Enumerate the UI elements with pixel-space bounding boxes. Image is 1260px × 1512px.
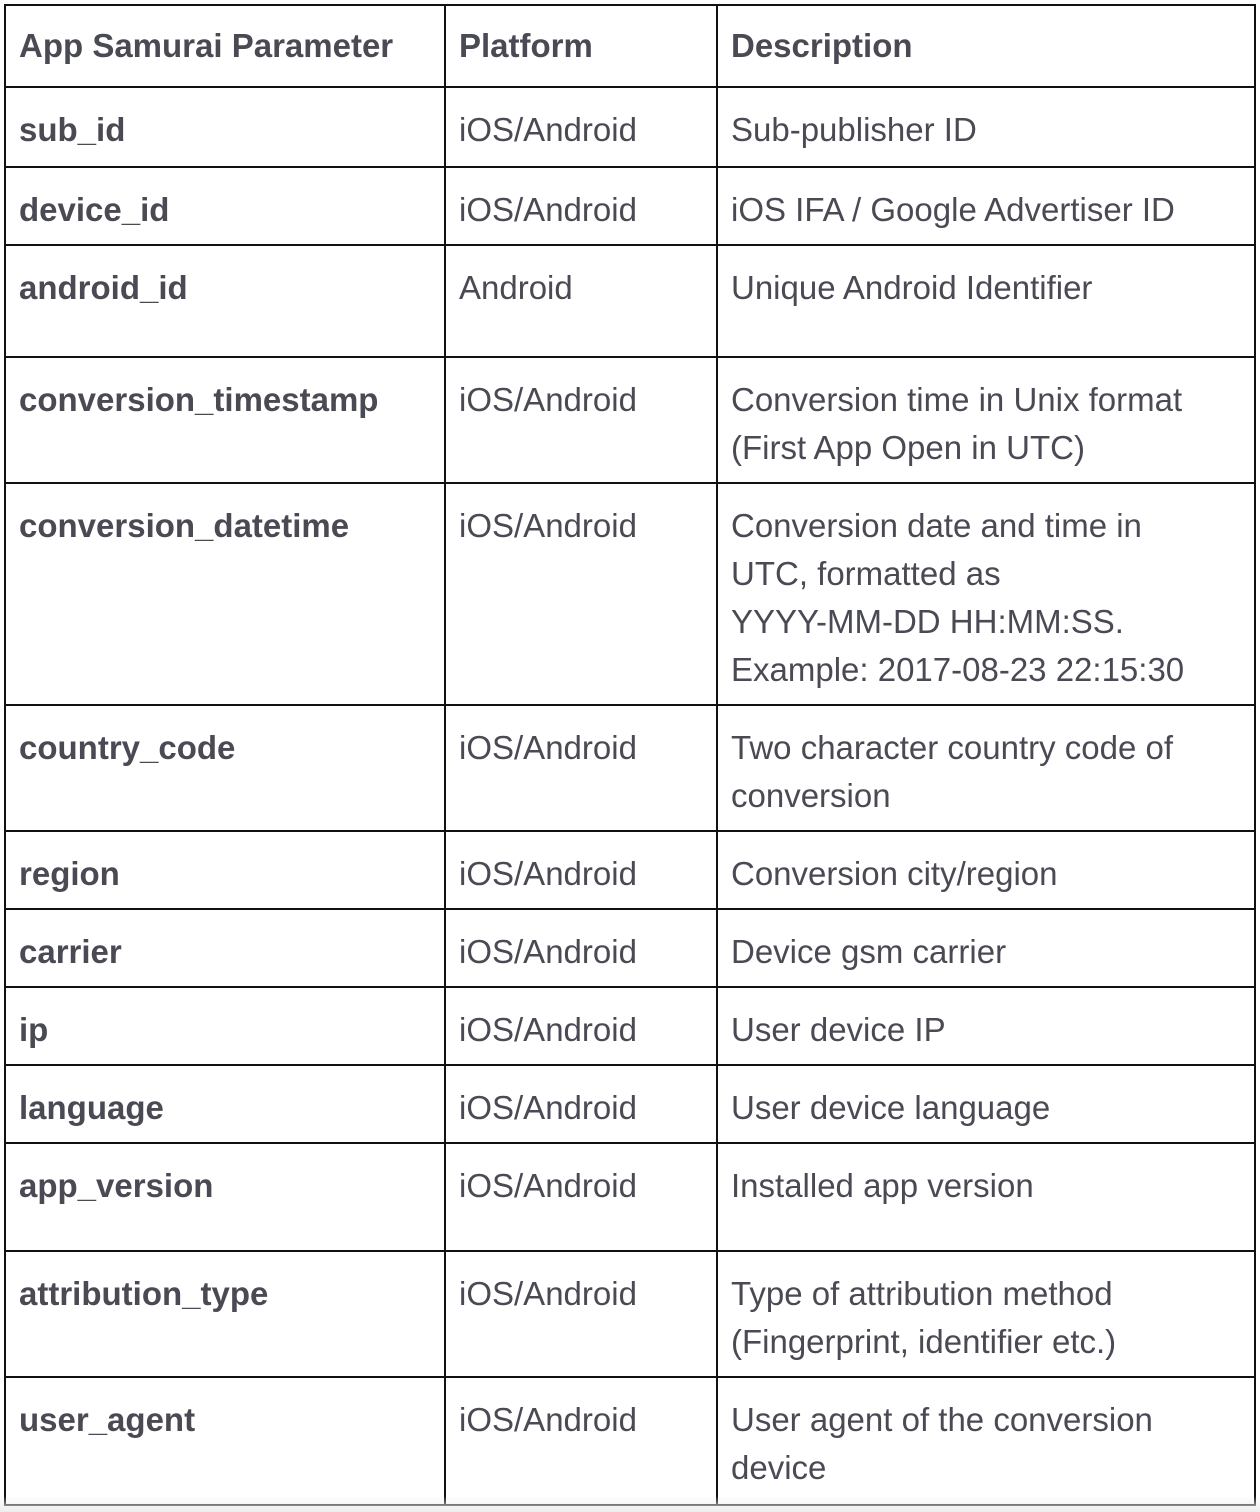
description-line: UTC, formatted as (731, 555, 1001, 592)
table-row (5, 1065, 1255, 1143)
cell-platform: iOS/Android (445, 831, 717, 909)
cell-platform: Android (445, 245, 717, 357)
description-line: (Fingerprint, identifier etc.) (731, 1323, 1117, 1360)
cell-platform: iOS/Android (445, 87, 717, 167)
cell-parameter: sub_id (5, 87, 445, 167)
cell-platform: iOS/Android (445, 483, 717, 705)
table-row (5, 909, 1255, 987)
cell-description (717, 87, 1255, 167)
cell-parameter: device_id (5, 167, 445, 245)
cell-description (717, 831, 1255, 909)
cell-parameter: ip (5, 987, 445, 1065)
table-row (5, 357, 1255, 483)
description-line: Conversion time in Unix format (731, 381, 1183, 418)
cell-parameter: language (5, 1065, 445, 1143)
header-platform: Platform (445, 5, 717, 87)
table-row (5, 245, 1255, 357)
cell-description (717, 705, 1255, 831)
parameters-table-container (4, 4, 1254, 1506)
description-line: Two character country code of (731, 729, 1174, 766)
cell-platform: iOS/Android (445, 1065, 717, 1143)
cell-platform: iOS/Android (445, 705, 717, 831)
table-row (5, 831, 1255, 909)
header-parameter: App Samurai Parameter (5, 5, 445, 87)
cell-parameter: android_id (5, 245, 445, 357)
description-line: YYYY-MM-DD HH:MM:SS. (731, 603, 1124, 640)
table-row (5, 987, 1255, 1065)
cell-description (717, 167, 1255, 245)
table-row (5, 167, 1255, 245)
cell-description (717, 357, 1255, 483)
description-line: Installed app version (731, 1167, 1034, 1204)
cell-parameter: app_version (5, 1143, 445, 1251)
table-row (5, 1143, 1255, 1251)
cell-parameter: user_agent (5, 1377, 445, 1505)
table-body (5, 87, 1255, 1505)
cell-description (717, 1065, 1255, 1143)
description-line: Sub-publisher ID (731, 111, 977, 148)
cell-parameter: region (5, 831, 445, 909)
description-line: Unique Android Identifier (731, 269, 1093, 306)
cell-description (717, 1251, 1255, 1377)
description-line: Example: 2017-08-23 22:15:30 (731, 651, 1185, 688)
cell-parameter: attribution_type (5, 1251, 445, 1377)
table-row (5, 87, 1255, 167)
header-description: Description (717, 5, 1255, 87)
cell-platform: iOS/Android (445, 1377, 717, 1505)
table-row (5, 1251, 1255, 1377)
description-line: Device gsm carrier (731, 933, 1007, 970)
description-line: iOS IFA / Google Advertiser ID (731, 191, 1175, 228)
description-line: User agent of the conversion (731, 1401, 1153, 1438)
table-header-row (5, 5, 1255, 87)
description-line: User device language (731, 1089, 1051, 1126)
cell-platform: iOS/Android (445, 909, 717, 987)
cell-description (717, 1143, 1255, 1251)
cell-description (717, 245, 1255, 357)
cell-platform: iOS/Android (445, 987, 717, 1065)
cell-description (717, 987, 1255, 1065)
description-line: Type of attribution method (731, 1275, 1113, 1312)
parameters-table (4, 4, 1256, 1506)
table-row (5, 483, 1255, 705)
cell-description (717, 909, 1255, 987)
table-row (5, 705, 1255, 831)
cell-description (717, 483, 1255, 705)
cell-platform: iOS/Android (445, 1143, 717, 1251)
description-line: Conversion city/region (731, 855, 1058, 892)
description-line: device (731, 1449, 827, 1486)
cell-platform: iOS/Android (445, 357, 717, 483)
cell-platform: iOS/Android (445, 1251, 717, 1377)
table-row (5, 1377, 1255, 1505)
cell-parameter: conversion_datetime (5, 483, 445, 705)
cell-parameter: carrier (5, 909, 445, 987)
cell-parameter: country_code (5, 705, 445, 831)
description-line: conversion (731, 777, 891, 814)
cell-parameter: conversion_timestamp (5, 357, 445, 483)
cell-description (717, 1377, 1255, 1505)
description-line: User device IP (731, 1011, 946, 1048)
cell-platform: iOS/Android (445, 167, 717, 245)
description-line: Conversion date and time in (731, 507, 1142, 544)
description-line: (First App Open in UTC) (731, 429, 1085, 466)
